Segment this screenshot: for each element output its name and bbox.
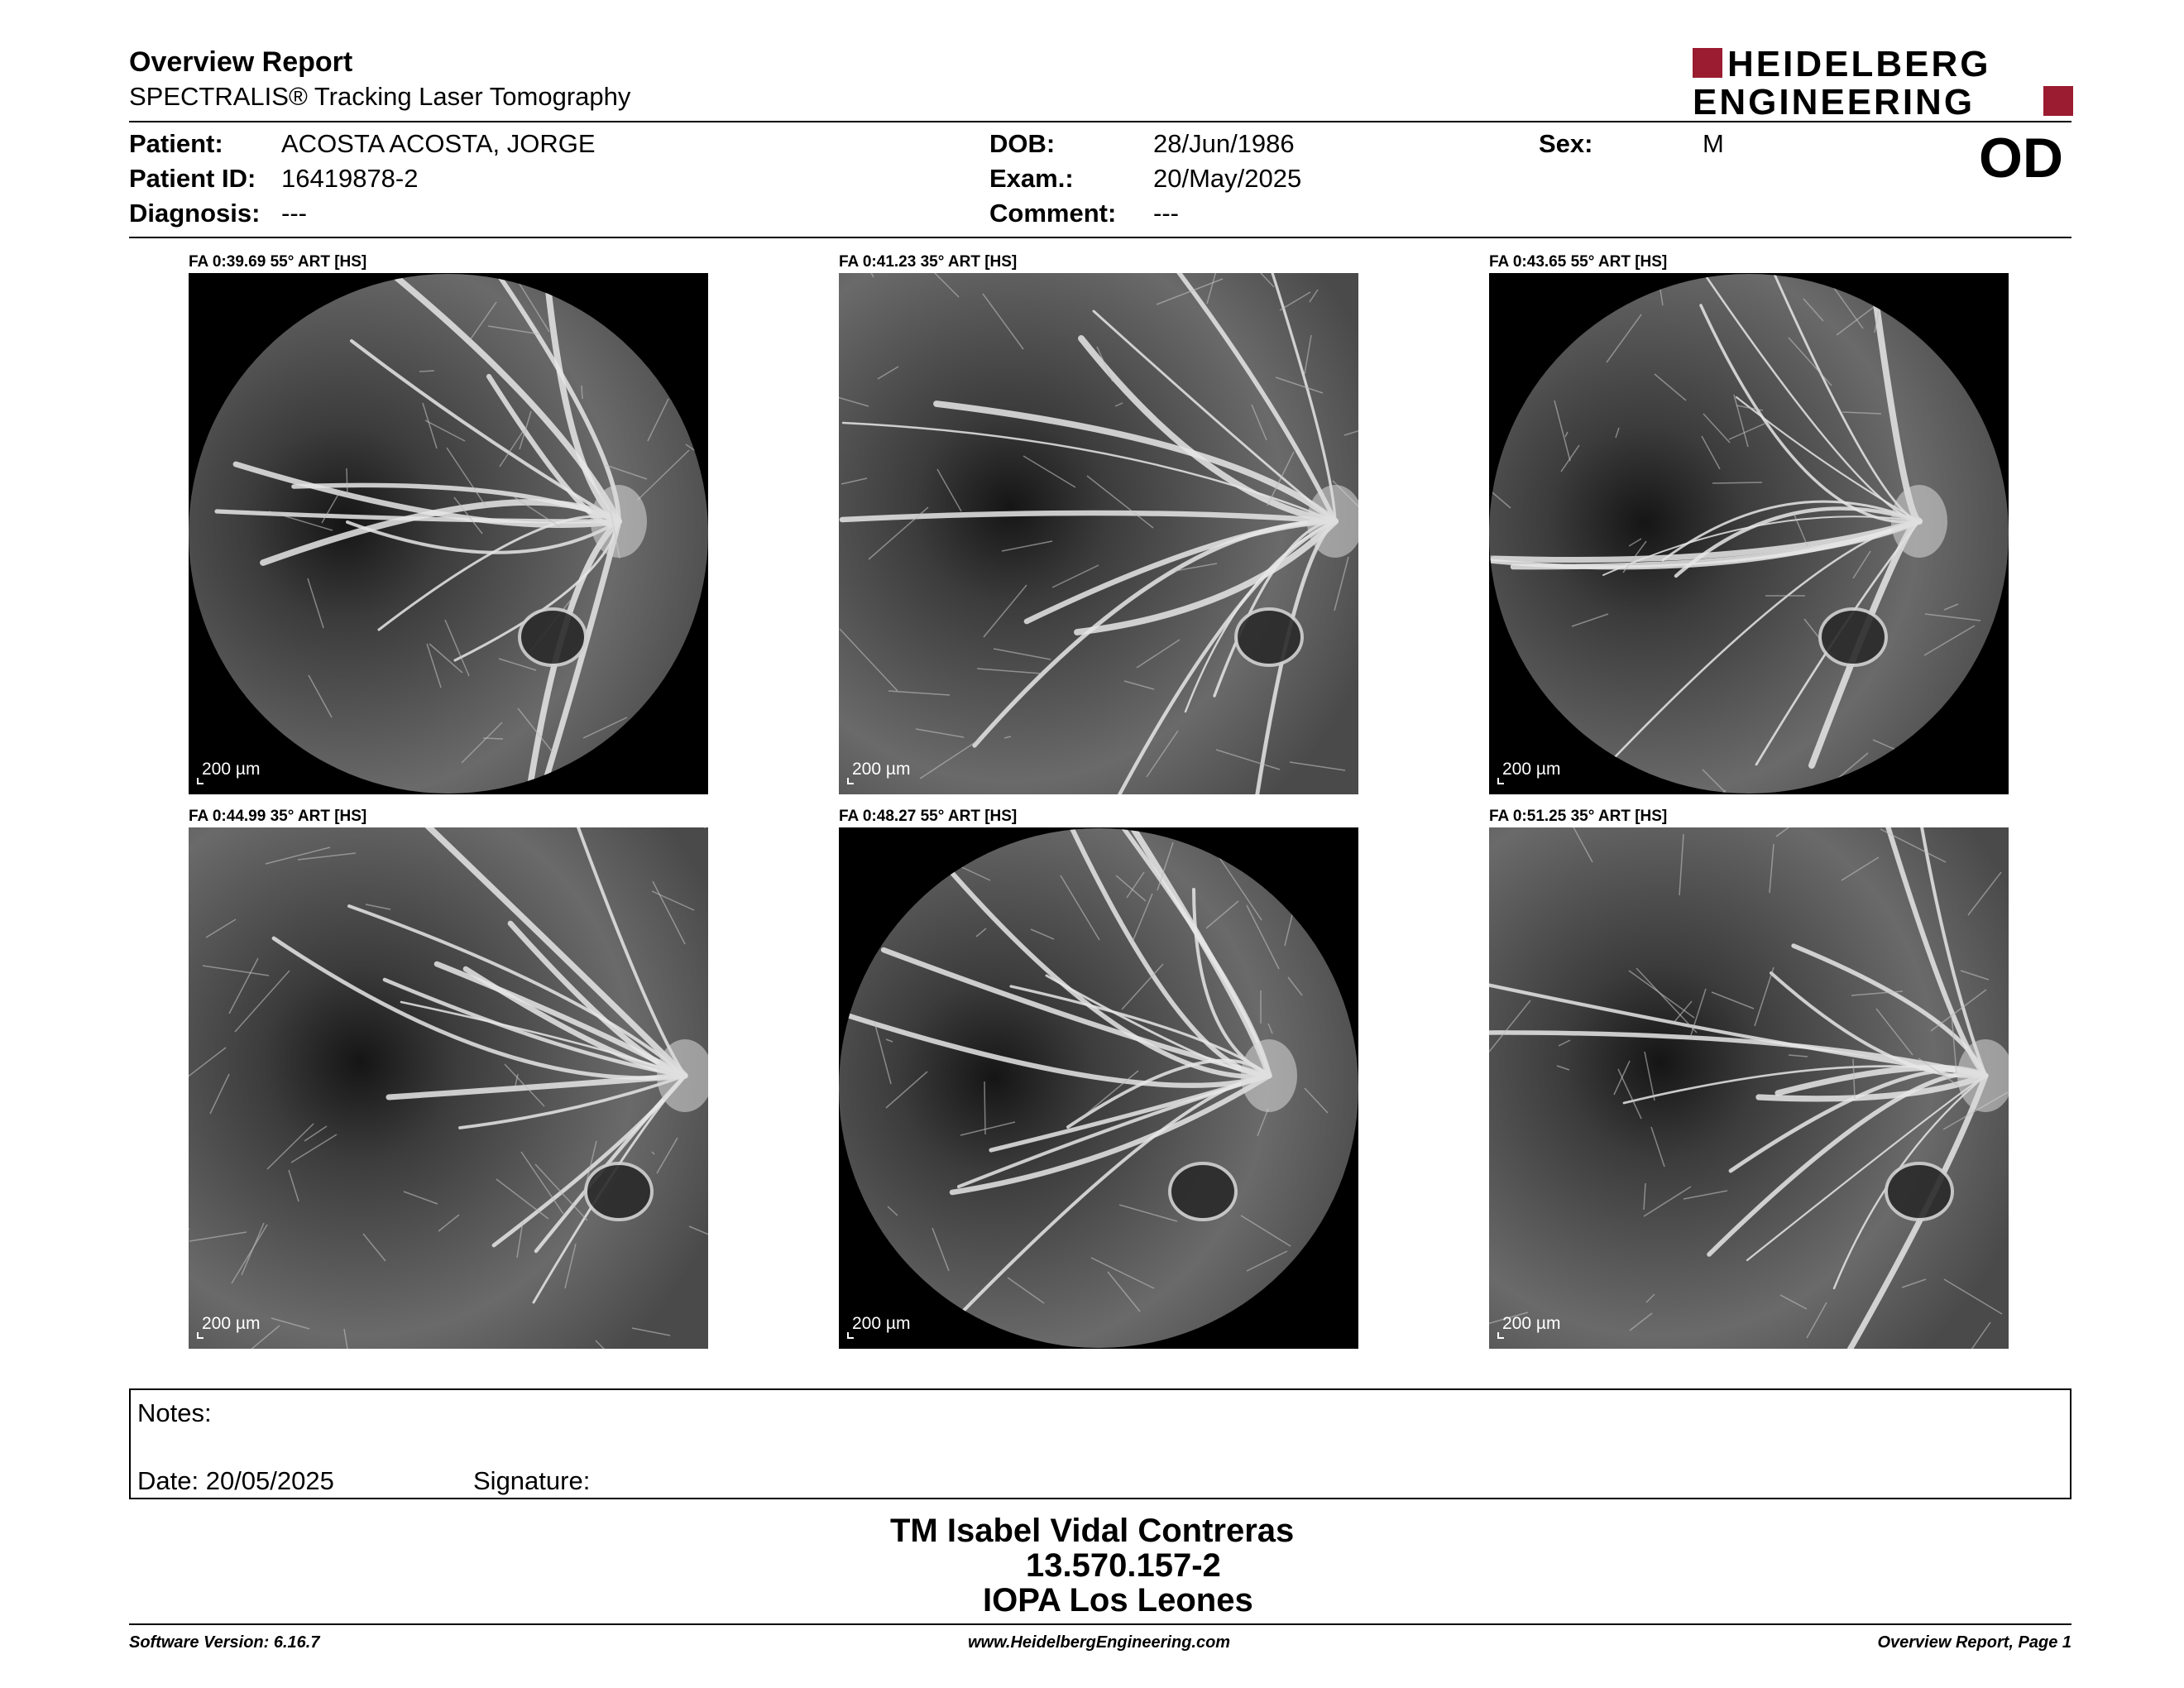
scale-bar-tick <box>197 1332 204 1339</box>
diagnosis-label: Diagnosis: <box>129 199 261 228</box>
scale-bar-tick <box>197 778 204 784</box>
image-caption: FA 0:41.23 35° ART [HS] <box>839 253 1018 271</box>
header-divider <box>129 121 2071 122</box>
scale-bar <box>852 760 910 779</box>
fundus-angiogram-image[interactable] <box>189 273 708 794</box>
scale-bar <box>202 1314 260 1334</box>
heidelberg-logo <box>1693 46 2073 117</box>
patient-label: Patient: <box>129 129 223 158</box>
signature-label: Signature: <box>473 1466 591 1495</box>
fundus-angiogram-image[interactable] <box>1489 827 2009 1349</box>
comment-value: --- <box>1153 199 1179 228</box>
patient-divider <box>129 237 2071 238</box>
footer-divider <box>129 1623 2071 1625</box>
fundus-angiogram-image[interactable] <box>839 273 1358 794</box>
image-caption: FA 0:44.99 35° ART [HS] <box>189 808 367 825</box>
scale-bar-tick <box>1497 778 1504 784</box>
scale-bar-label: 200 µm <box>1502 760 1561 779</box>
sex-label: Sex: <box>1539 129 1593 158</box>
scale-bar-label: 200 µm <box>1502 1314 1561 1333</box>
signer-id: 13.570.157-2 <box>1026 1547 1221 1584</box>
signer-institution: IOPA Los Leones <box>983 1582 1253 1618</box>
dob-value: 28/Jun/1986 <box>1153 129 1295 158</box>
dob-label: DOB: <box>989 129 1056 158</box>
scale-bar-label: 200 µm <box>202 1314 261 1333</box>
date-label: Date: 20/05/2025 <box>137 1466 334 1495</box>
image-caption: FA 0:48.27 55° ART [HS] <box>839 808 1018 825</box>
scale-bar-label: 200 µm <box>852 1314 911 1333</box>
logo-line1: HEIDELBERG <box>1727 46 1991 84</box>
scale-bar <box>852 1314 910 1334</box>
exam-value: 20/May/2025 <box>1153 164 1302 193</box>
fundus-angiogram-image[interactable] <box>1489 273 2009 794</box>
report-subtitle: SPECTRALIS® Tracking Laser Tomography <box>129 82 631 111</box>
sex-value: M <box>1703 129 1724 158</box>
scale-bar-tick <box>1497 1332 1504 1339</box>
patient-value: ACOSTA ACOSTA, JORGE <box>281 129 596 158</box>
website-link[interactable]: www.HeidelbergEngineering.com <box>968 1633 1231 1652</box>
exam-label: Exam.: <box>989 164 1074 193</box>
comment-label: Comment: <box>989 199 1117 228</box>
logo-line2: ENGINEERING <box>1693 82 1976 117</box>
report-title: Overview Report <box>129 46 353 78</box>
scale-bar-label: 200 µm <box>852 760 911 779</box>
notes-box <box>129 1388 2071 1499</box>
image-caption: FA 0:43.65 55° ART [HS] <box>1489 253 1668 271</box>
patient-id-label: Patient ID: <box>129 164 256 193</box>
diagnosis-value: --- <box>281 199 307 228</box>
page-indicator: Overview Report, Page 1 <box>1877 1633 2071 1652</box>
eye-indicator: OD <box>1979 127 2063 189</box>
signer-name: TM Isabel Vidal Contreras <box>890 1513 1295 1549</box>
fundus-angiogram-image[interactable] <box>189 827 708 1349</box>
scale-bar-tick <box>847 778 854 784</box>
scale-bar <box>1502 1314 1560 1334</box>
scale-bar-label: 200 µm <box>202 760 261 779</box>
scale-bar-tick <box>847 1332 854 1339</box>
image-caption: FA 0:51.25 35° ART [HS] <box>1489 808 1668 825</box>
software-version: Software Version: 6.16.7 <box>129 1633 320 1652</box>
scale-bar <box>1502 760 1560 779</box>
scale-bar <box>202 760 260 779</box>
image-caption: FA 0:39.69 55° ART [HS] <box>189 253 367 271</box>
fundus-angiogram-image[interactable] <box>839 827 1358 1349</box>
notes-label: Notes: <box>137 1398 212 1427</box>
patient-id-value: 16419878-2 <box>281 164 419 193</box>
